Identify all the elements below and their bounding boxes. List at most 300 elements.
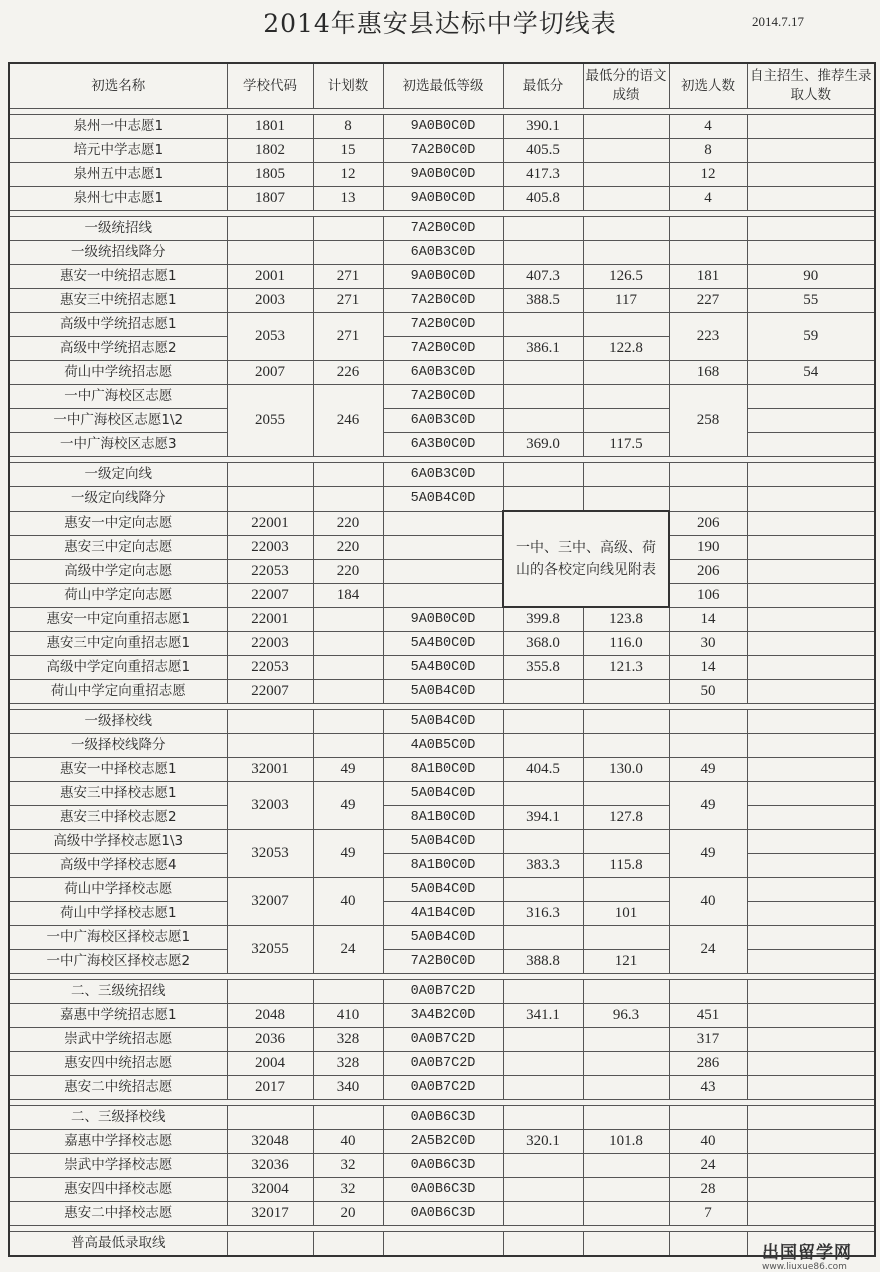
cell-score: [503, 680, 583, 704]
table-row: [9, 1178, 875, 1202]
cell-name: 一级统招线降分: [9, 241, 227, 265]
header-chinese-score: 最低分的语文成绩: [583, 63, 669, 109]
cell-chinese: [583, 217, 669, 241]
table-row: [9, 217, 875, 241]
cell-name: 惠安一中择校志愿1: [9, 758, 227, 782]
cell-chinese: [583, 1106, 669, 1130]
cell-name: 高级中学统招志愿1: [9, 313, 227, 337]
cell-code: [227, 487, 313, 512]
cell-score: [503, 463, 583, 487]
cell-score: [503, 926, 583, 950]
cell-chinese: [583, 361, 669, 385]
cell-name: 一中广海校区志愿: [9, 385, 227, 409]
table-row: [9, 734, 875, 758]
cell-code: 32055: [227, 926, 313, 974]
cell-grade: 7A2B0C0D: [383, 289, 503, 313]
cell-chinese: [583, 313, 669, 337]
cell-grade: 5A0B4C0D: [383, 926, 503, 950]
cell-name: 泉州一中志愿1: [9, 115, 227, 139]
cell-count: 24: [669, 926, 747, 974]
cell-code: 22001: [227, 511, 313, 535]
cell-admitted: [747, 830, 875, 854]
table-row: [9, 878, 875, 902]
cell-admitted: [747, 463, 875, 487]
cell-code: 32017: [227, 1202, 313, 1226]
cell-grade: 6A0B3C0D: [383, 241, 503, 265]
table-row: [9, 1106, 875, 1130]
table-row: [9, 1076, 875, 1100]
cell-score: [503, 385, 583, 409]
cell-count: 43: [669, 1076, 747, 1100]
cell-score: [503, 782, 583, 806]
cell-grade: 7A2B0C0D: [383, 313, 503, 337]
cell-admitted: [747, 758, 875, 782]
cell-code: 2036: [227, 1028, 313, 1052]
cell-count: 206: [669, 511, 747, 535]
cell-plan: [313, 734, 383, 758]
cell-score: [503, 1202, 583, 1226]
cell-score: 388.8: [503, 950, 583, 974]
cell-code: 2007: [227, 361, 313, 385]
cell-grade: 7A2B0C0D: [383, 217, 503, 241]
cell-chinese: 122.8: [583, 337, 669, 361]
cell-admitted: [747, 217, 875, 241]
page-title: 2014年惠安县达标中学切线表: [263, 9, 617, 38]
cell-name: 高级中学定向重招志愿1: [9, 656, 227, 680]
cell-chinese: [583, 1028, 669, 1052]
cell-score: 405.5: [503, 139, 583, 163]
cell-chinese: 117: [583, 289, 669, 313]
cell-plan: [313, 980, 383, 1004]
cell-score: 407.3: [503, 265, 583, 289]
cell-plan: 340: [313, 1076, 383, 1100]
cell-score: [503, 361, 583, 385]
cell-chinese: 127.8: [583, 806, 669, 830]
cell-admitted: [747, 583, 875, 607]
cell-name: 荷山中学择校志愿: [9, 878, 227, 902]
cell-score: 388.5: [503, 289, 583, 313]
cell-grade: 5A0B4C0D: [383, 878, 503, 902]
cell-plan: 220: [313, 535, 383, 559]
table-row: [9, 511, 875, 535]
cell-plan: 220: [313, 511, 383, 535]
cell-plan: 246: [313, 385, 383, 457]
cell-score: 369.0: [503, 433, 583, 457]
cell-admitted: [747, 806, 875, 830]
cell-admitted: [747, 241, 875, 265]
cell-code: 2053: [227, 313, 313, 361]
cell-chinese: [583, 139, 669, 163]
cell-name: 惠安一中定向志愿: [9, 511, 227, 535]
cell-plan: [313, 241, 383, 265]
table-row: [9, 1130, 875, 1154]
cell-plan: 328: [313, 1028, 383, 1052]
cell-score: [503, 487, 583, 512]
cell-count: [669, 217, 747, 241]
cell-count: 317: [669, 1028, 747, 1052]
cell-chinese: [583, 163, 669, 187]
cell-code: 32001: [227, 758, 313, 782]
cell-grade: [383, 511, 503, 535]
cell-chinese: 121.3: [583, 656, 669, 680]
cell-name: 荷山中学定向志愿: [9, 583, 227, 607]
cell-admitted: [747, 385, 875, 409]
cell-grade: 8A1B0C0D: [383, 806, 503, 830]
table-row: [9, 656, 875, 680]
cell-count: 206: [669, 559, 747, 583]
cell-chinese: [583, 115, 669, 139]
cell-chinese: [583, 1154, 669, 1178]
cell-code: 22053: [227, 656, 313, 680]
cell-chinese: [583, 926, 669, 950]
cell-plan: 13: [313, 187, 383, 211]
cell-code: [227, 1106, 313, 1130]
cell-code: 32004: [227, 1178, 313, 1202]
cell-score: 355.8: [503, 656, 583, 680]
cell-plan: 226: [313, 361, 383, 385]
cell-admitted: [747, 878, 875, 902]
cell-chinese: 121: [583, 950, 669, 974]
cell-count: 106: [669, 583, 747, 607]
cell-plan: [313, 1106, 383, 1130]
cell-plan: 20: [313, 1202, 383, 1226]
cutoff-table: [8, 62, 876, 1257]
cell-chinese: [583, 1052, 669, 1076]
cell-admitted: 59: [747, 313, 875, 361]
cell-count: 223: [669, 313, 747, 361]
cell-admitted: [747, 1052, 875, 1076]
cell-name: 高级中学择校志愿1\3: [9, 830, 227, 854]
cell-count: [669, 1106, 747, 1130]
cell-name: 培元中学志愿1: [9, 139, 227, 163]
cell-plan: [313, 217, 383, 241]
table-row: [9, 926, 875, 950]
cell-code: 2001: [227, 265, 313, 289]
cell-code: [227, 217, 313, 241]
cell-grade: 0A0B6C3D: [383, 1154, 503, 1178]
cell-score: [503, 241, 583, 265]
cell-count: 12: [669, 163, 747, 187]
cell-name: 二、三级统招线: [9, 980, 227, 1004]
cell-chinese: [583, 1076, 669, 1100]
cell-grade: 8A1B0C0D: [383, 758, 503, 782]
cell-chinese: [583, 1202, 669, 1226]
cell-count: 227: [669, 289, 747, 313]
cell-count: [669, 980, 747, 1004]
header-admitted: 自主招生、推荐生录取人数: [747, 63, 875, 109]
cell-code: [227, 710, 313, 734]
cell-chinese: [583, 878, 669, 902]
cell-chinese: [583, 1178, 669, 1202]
cell-plan: [313, 487, 383, 512]
cell-name: 一中广海校区志愿1\2: [9, 409, 227, 433]
cell-name: 泉州五中志愿1: [9, 163, 227, 187]
table-row: [9, 710, 875, 734]
cell-grade: 0A0B7C2D: [383, 1076, 503, 1100]
cell-grade: [383, 583, 503, 607]
cell-score: 404.5: [503, 758, 583, 782]
cell-name: 高级中学定向志愿: [9, 559, 227, 583]
cell-plan: [313, 656, 383, 680]
table-row: [9, 1232, 875, 1257]
cell-score: [503, 878, 583, 902]
header-name: 初选名称: [9, 63, 227, 109]
cell-admitted: [747, 656, 875, 680]
table-row: [9, 1052, 875, 1076]
cell-score: 417.3: [503, 163, 583, 187]
cell-plan: 8: [313, 115, 383, 139]
cell-name: 惠安二中择校志愿: [9, 1202, 227, 1226]
table-row: [9, 559, 875, 583]
cell-code: 22053: [227, 559, 313, 583]
cell-grade: 7A2B0C0D: [383, 337, 503, 361]
cell-plan: 24: [313, 926, 383, 974]
cell-code: 1805: [227, 163, 313, 187]
cell-plan: [313, 680, 383, 704]
table-row: [9, 1004, 875, 1028]
cell-plan: 32: [313, 1178, 383, 1202]
cell-plan: 271: [313, 289, 383, 313]
cell-grade: 0A0B6C3D: [383, 1106, 503, 1130]
cell-admitted: [747, 1178, 875, 1202]
cell-grade: 9A0B0C0D: [383, 163, 503, 187]
cell-score: 399.8: [503, 607, 583, 632]
cell-code: 32003: [227, 782, 313, 830]
cell-grade: 5A0B4C0D: [383, 830, 503, 854]
cell-name: 惠安四中择校志愿: [9, 1178, 227, 1202]
cell-admitted: [747, 433, 875, 457]
table-row: [9, 980, 875, 1004]
cell-count: [669, 463, 747, 487]
date: 2014.7.17: [752, 14, 804, 29]
cell-grade: 5A4B0C0D: [383, 656, 503, 680]
cell-score: 394.1: [503, 806, 583, 830]
cell-grade: [383, 559, 503, 583]
cell-admitted: [747, 1106, 875, 1130]
cell-grade: 0A0B7C2D: [383, 980, 503, 1004]
table-row: [9, 1028, 875, 1052]
cell-chinese: 116.0: [583, 632, 669, 656]
table-row: [9, 782, 875, 806]
cell-grade: 6A0B3C0D: [383, 361, 503, 385]
cell-grade: 6A0B3C0D: [383, 463, 503, 487]
cell-admitted: [747, 854, 875, 878]
cell-name: 二、三级择校线: [9, 1106, 227, 1130]
cell-grade: 5A0B4C0D: [383, 710, 503, 734]
cell-chinese: 115.8: [583, 854, 669, 878]
table-row: [9, 241, 875, 265]
cell-name: 惠安四中统招志愿: [9, 1052, 227, 1076]
cell-grade: 5A0B4C0D: [383, 782, 503, 806]
cell-score: 316.3: [503, 902, 583, 926]
cell-plan: [313, 1232, 383, 1257]
cell-grade: 7A2B0C0D: [383, 139, 503, 163]
cell-score: [503, 710, 583, 734]
table-row: [9, 607, 875, 632]
cell-admitted: [747, 734, 875, 758]
cell-score: [503, 1028, 583, 1052]
cell-grade: 6A0B3C0D: [383, 409, 503, 433]
cell-count: 14: [669, 607, 747, 632]
cell-score: [503, 830, 583, 854]
cell-count: [669, 710, 747, 734]
cell-name: 惠安三中统招志愿1: [9, 289, 227, 313]
cell-name: 一级定向线: [9, 463, 227, 487]
table-row: [9, 289, 875, 313]
table-row: [9, 535, 875, 559]
cell-code: 22003: [227, 535, 313, 559]
cell-code: 2003: [227, 289, 313, 313]
cell-plan: [313, 607, 383, 632]
cell-code: 32053: [227, 830, 313, 878]
cell-code: [227, 1232, 313, 1257]
cell-count: 8: [669, 139, 747, 163]
cell-name: 普高最低录取线: [9, 1232, 227, 1257]
cell-name: 惠安一中定向重招志愿1: [9, 607, 227, 632]
cell-chinese: 96.3: [583, 1004, 669, 1028]
cell-admitted: [747, 1004, 875, 1028]
cell-name: 惠安三中择校志愿1: [9, 782, 227, 806]
cell-grade: 9A0B0C0D: [383, 265, 503, 289]
cell-chinese: [583, 710, 669, 734]
cell-plan: 410: [313, 1004, 383, 1028]
cell-admitted: [747, 511, 875, 535]
cell-name: 泉州七中志愿1: [9, 187, 227, 211]
cell-name: 崇武中学统招志愿: [9, 1028, 227, 1052]
cell-count: 49: [669, 782, 747, 830]
cell-chinese: [583, 487, 669, 512]
cell-admitted: 90: [747, 265, 875, 289]
cell-code: 22007: [227, 583, 313, 607]
cell-grade: 4A1B4C0D: [383, 902, 503, 926]
cell-name: 一级择校线降分: [9, 734, 227, 758]
cell-plan: 49: [313, 758, 383, 782]
cell-admitted: [747, 163, 875, 187]
cell-plan: 49: [313, 782, 383, 830]
cell-count: 50: [669, 680, 747, 704]
cell-code: 22003: [227, 632, 313, 656]
cell-count: 286: [669, 1052, 747, 1076]
cell-admitted: [747, 607, 875, 632]
cell-grade: [383, 1232, 503, 1257]
cell-code: 32048: [227, 1130, 313, 1154]
cell-chinese: [583, 782, 669, 806]
cell-grade: 2A5B2C0D: [383, 1130, 503, 1154]
cell-name: 惠安三中定向志愿: [9, 535, 227, 559]
cell-plan: 40: [313, 1130, 383, 1154]
cell-name: 惠安三中择校志愿2: [9, 806, 227, 830]
cell-name: 崇武中学择校志愿: [9, 1154, 227, 1178]
cell-code: [227, 241, 313, 265]
header-min-grade: 初选最低等级: [383, 63, 503, 109]
cell-count: 181: [669, 265, 747, 289]
cell-count: 40: [669, 878, 747, 926]
watermark-logo-text: 出国留学网: [762, 1243, 852, 1263]
cell-score: 386.1: [503, 337, 583, 361]
cell-admitted: [747, 487, 875, 512]
cell-plan: 40: [313, 878, 383, 926]
cell-plan: 271: [313, 265, 383, 289]
cell-grade: 0A0B6C3D: [383, 1178, 503, 1202]
cell-admitted: [747, 950, 875, 974]
cell-code: [227, 980, 313, 1004]
cell-admitted: [747, 139, 875, 163]
cell-code: [227, 734, 313, 758]
cell-score: 320.1: [503, 1130, 583, 1154]
cell-chinese: 130.0: [583, 758, 669, 782]
cell-score: [503, 313, 583, 337]
cell-count: 4: [669, 187, 747, 211]
cell-name: 惠安二中统招志愿: [9, 1076, 227, 1100]
cell-plan: 184: [313, 583, 383, 607]
cell-chinese: [583, 187, 669, 211]
table-row: [9, 680, 875, 704]
cell-plan: 49: [313, 830, 383, 878]
cell-grade: 9A0B0C0D: [383, 115, 503, 139]
cell-admitted: [747, 632, 875, 656]
cell-admitted: [747, 926, 875, 950]
cell-code: 22001: [227, 607, 313, 632]
table-row: [9, 187, 875, 211]
cell-score: [503, 980, 583, 1004]
cell-admitted: [747, 1154, 875, 1178]
cell-score: [503, 734, 583, 758]
cell-name: 一级统招线: [9, 217, 227, 241]
cell-plan: 220: [313, 559, 383, 583]
cell-name: 荷山中学统招志愿: [9, 361, 227, 385]
cell-chinese: 117.5: [583, 433, 669, 457]
cell-chinese: 123.8: [583, 607, 669, 632]
cell-score: 405.8: [503, 187, 583, 211]
table-row: [9, 583, 875, 607]
table-row: [9, 487, 875, 512]
cell-count: 451: [669, 1004, 747, 1028]
cell-count: 28: [669, 1178, 747, 1202]
cell-admitted: [747, 409, 875, 433]
cell-grade: 5A4B0C0D: [383, 632, 503, 656]
cell-count: 258: [669, 385, 747, 457]
cell-plan: 328: [313, 1052, 383, 1076]
cell-code: 32007: [227, 878, 313, 926]
cell-count: 30: [669, 632, 747, 656]
cell-chinese: [583, 409, 669, 433]
cell-chinese: 126.5: [583, 265, 669, 289]
cell-count: 14: [669, 656, 747, 680]
cell-name: 高级中学统招志愿2: [9, 337, 227, 361]
header-min-score: 最低分: [503, 63, 583, 109]
header-count: 初选人数: [669, 63, 747, 109]
cell-plan: 12: [313, 163, 383, 187]
cell-grade: 5A0B4C0D: [383, 487, 503, 512]
cell-chinese: [583, 385, 669, 409]
cell-code: 2048: [227, 1004, 313, 1028]
cell-chinese: 101.8: [583, 1130, 669, 1154]
cell-admitted: [747, 535, 875, 559]
header-code: 学校代码: [227, 63, 313, 109]
cell-plan: [313, 632, 383, 656]
cell-chinese: [583, 1232, 669, 1257]
cell-name: 一中广海校区志愿3: [9, 433, 227, 457]
cell-admitted: [747, 1202, 875, 1226]
cell-score: [503, 1076, 583, 1100]
cell-plan: [313, 463, 383, 487]
cell-admitted: [747, 680, 875, 704]
cell-count: 7: [669, 1202, 747, 1226]
cell-chinese: [583, 734, 669, 758]
table-row: [9, 632, 875, 656]
cell-grade: 4A0B5C0D: [383, 734, 503, 758]
table-row: [9, 830, 875, 854]
